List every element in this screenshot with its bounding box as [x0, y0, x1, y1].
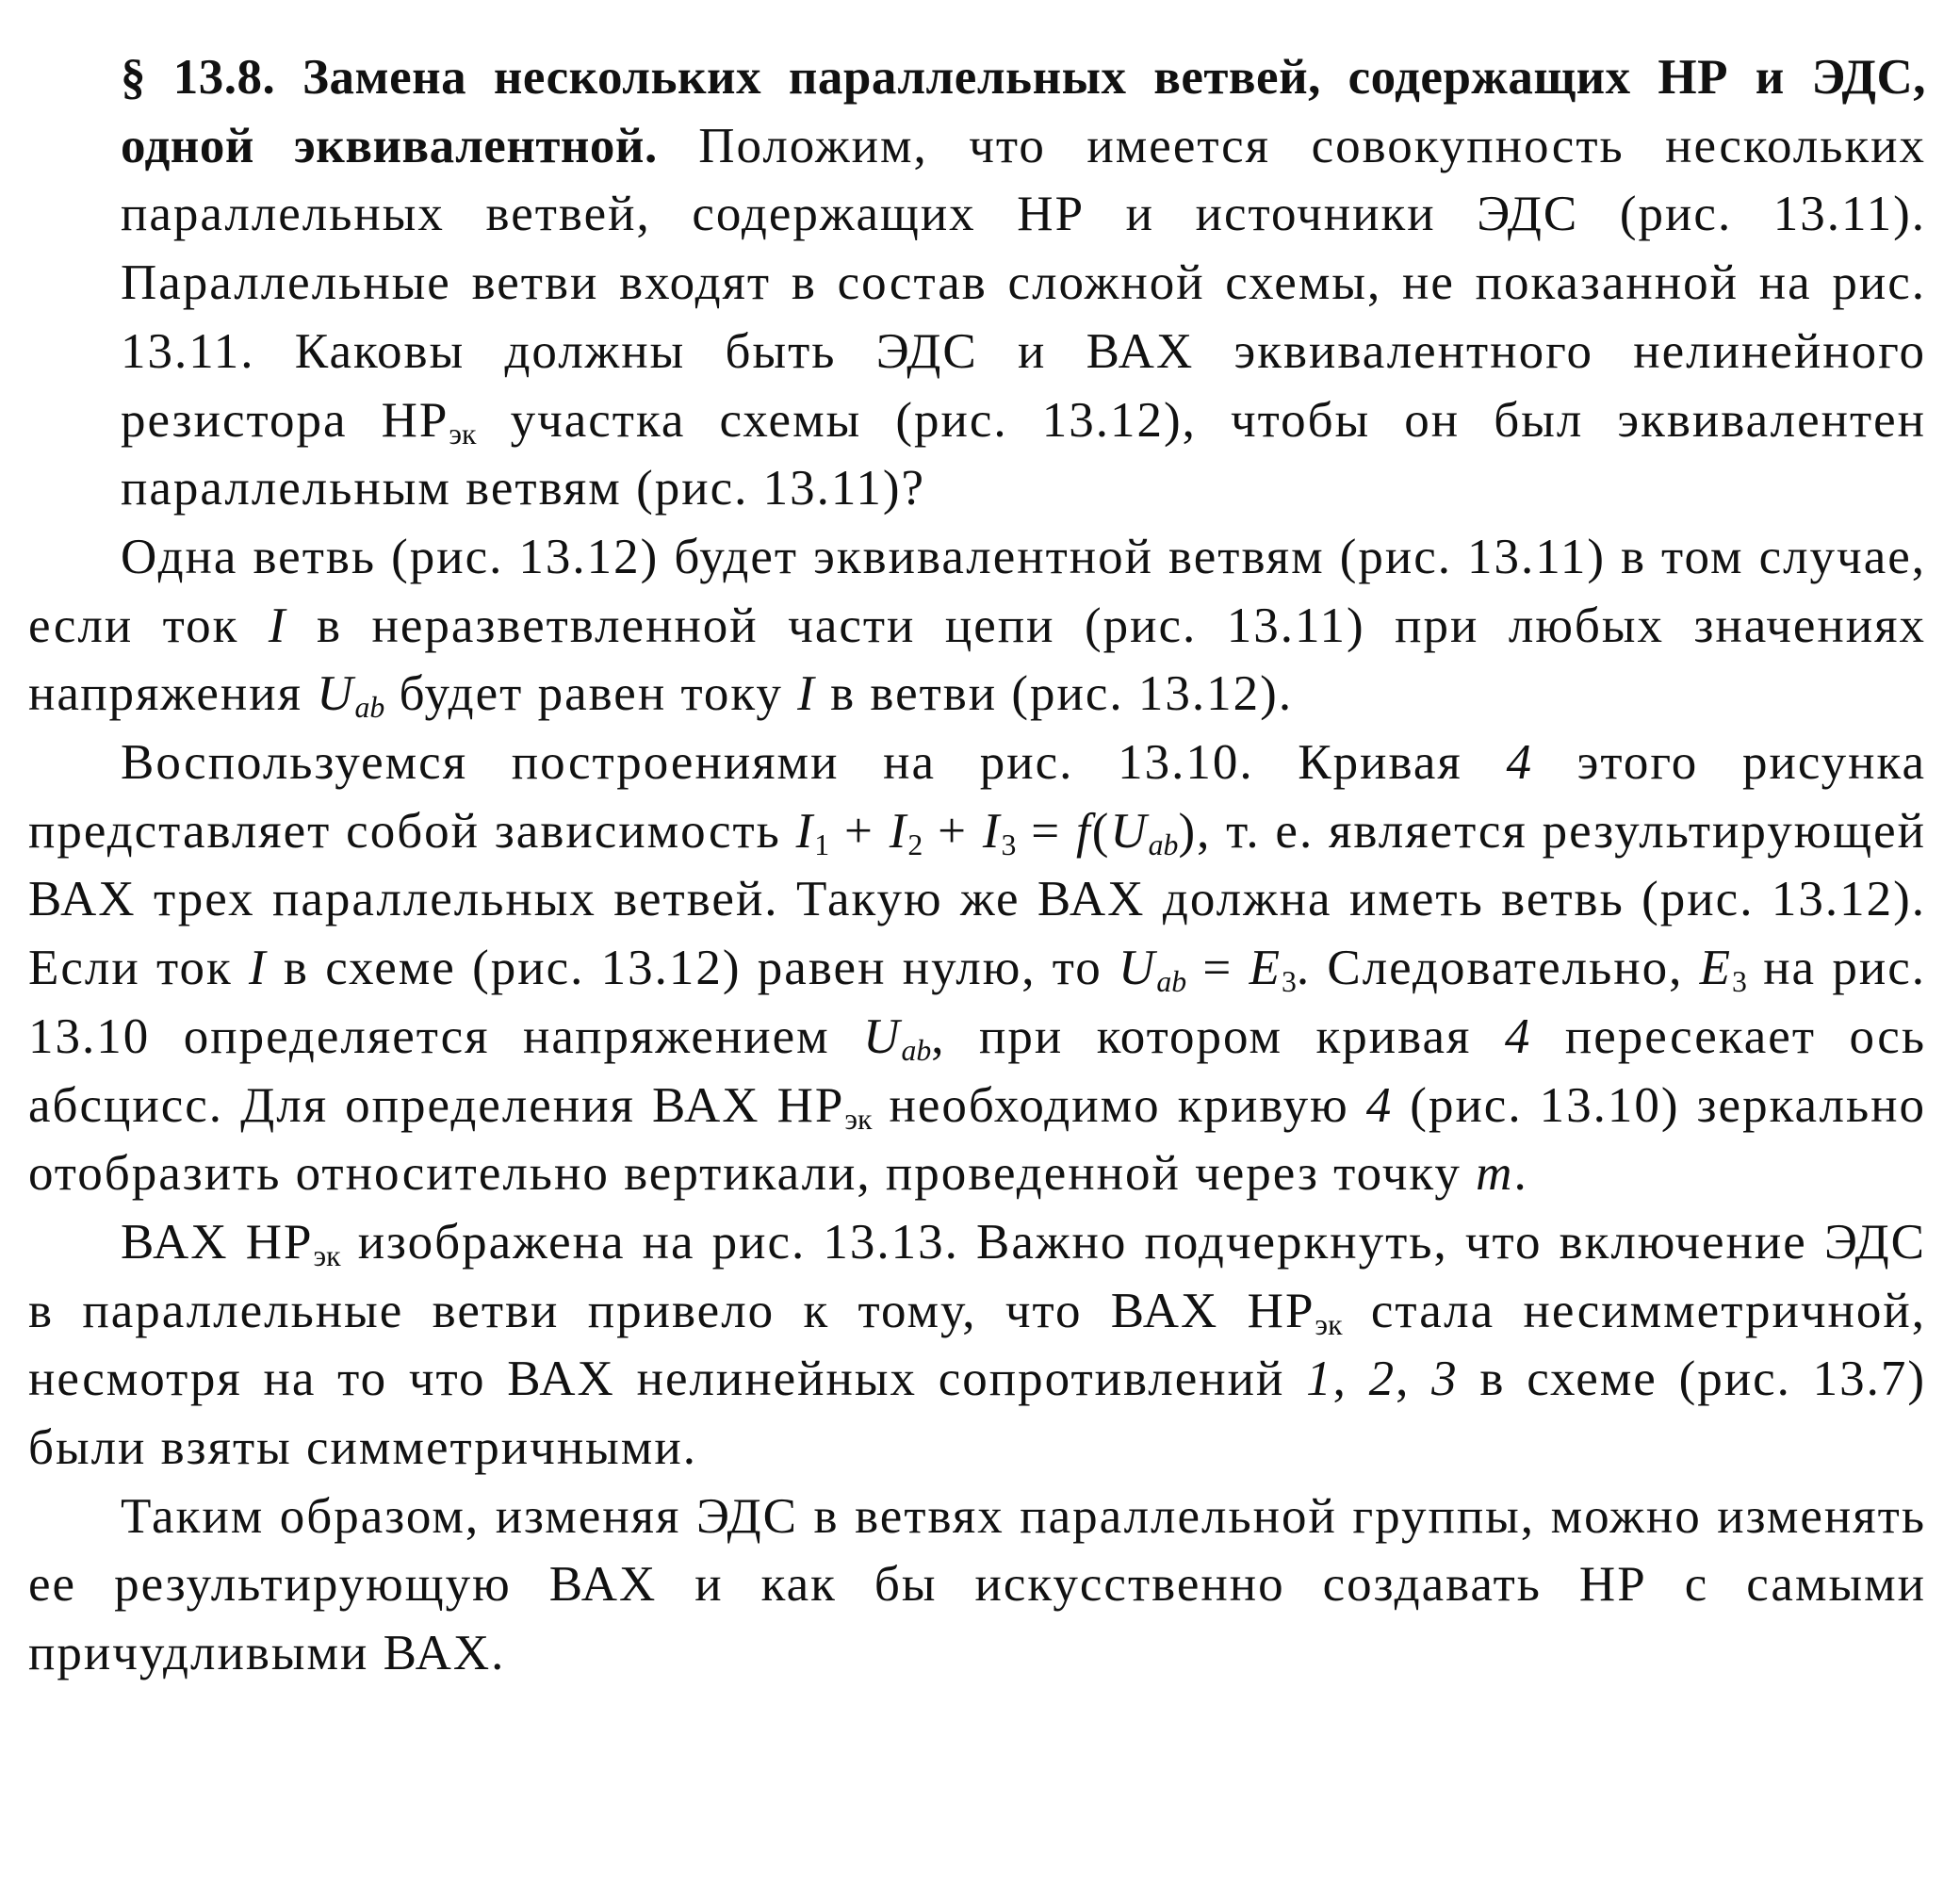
p3-equals: =: [1186, 941, 1250, 996]
formula-u-sub: ab: [1148, 828, 1179, 861]
section-heading: § 13.8. Замена нескольких параллельных ветвей, содержащих НР и ЭДС, одной эквивалентной.: [121, 50, 1926, 173]
p3-var-u-1: U: [1119, 941, 1157, 996]
p3-text-f: на рис. 13.10 определяется напряжением: [28, 941, 1926, 1064]
formula-u: U: [1110, 803, 1149, 859]
p4-comma-1: ,: [1332, 1352, 1369, 1407]
p2-var-i-2: I: [797, 666, 816, 722]
p4-num-1: 1: [1306, 1352, 1333, 1407]
p3-curve-label-1: 4: [1506, 735, 1533, 791]
p2-text-b: в неразветвленной части цепи (рис. 13.11) при любых значениях напряжения: [28, 598, 1926, 722]
p3-curve-label-2: 4: [1504, 1008, 1532, 1064]
p3-text-c: , т. е. является результирующей ВАХ трех параллельных ветвей. Такую же ВАХ должна иметь ветвь (рис. 13.12). Если ток: [28, 803, 1927, 996]
p2-text-c: будет равен току: [384, 666, 798, 722]
p4-comma-2: ,: [1396, 1352, 1432, 1407]
formula-sub-2: 2: [907, 828, 923, 861]
p2-var-u: U: [317, 666, 355, 722]
p1-text-a: Положим, что имеется совокупность нескольких параллельных ветвей, содержащих НР и источники ЭДС (рис. 13.11). Параллельные ветви входят в состав сложной схемы, не показанной на рис. 13.11. Каковы должны быть ЭДС и ВАХ эквивалентного нелинейного резистора НР: [121, 118, 1927, 448]
p1-subscript: эк: [449, 417, 477, 451]
p3-text-d: в схеме (рис. 13.12) равен нулю, то: [267, 941, 1119, 996]
p4-text-c: стала несимметричной, несмотря на то что ВАХ нелинейных сопротивлений: [28, 1283, 1926, 1407]
document-page: [28, 43, 1926, 1688]
p3-text-g: , при котором кривая: [931, 1008, 1505, 1064]
p4-subscript-2: эк: [1315, 1307, 1343, 1341]
p3-text-e: . Следовательно,: [1296, 941, 1700, 996]
p3-var-u-1-sub: ab: [1156, 965, 1187, 999]
p3-text-k: .: [1513, 1146, 1528, 1202]
p3-var-e-2-sub: 3: [1732, 965, 1747, 999]
p4-text-b: изображена на рис. 13.13. Важно подчеркнуть, что включение ЭДС в параллельные ветви привело к тому, что ВАХ НР: [28, 1214, 1926, 1338]
paragraph-3: [28, 729, 1926, 1208]
p3-var-u-2-sub: ab: [901, 1033, 932, 1067]
p3-text-i: необходимо кривую: [872, 1077, 1366, 1133]
p3-var-i: I: [248, 941, 268, 996]
p3-text-a: Воспользуемся построениями на рис. 13.10. Кривая: [121, 735, 1507, 791]
p3-hr-subscript: эк: [844, 1102, 873, 1136]
p3-text-j: (рис. 13.10) зеркально отобразить относительно вертикали, проведенной через точку: [28, 1077, 1926, 1202]
p1-text-b: участка схемы (рис. 13.12), чтобы он был эквивалентен параллельным ветвям (рис. 13.11)?: [121, 392, 1927, 516]
p2-var-u-sub: ab: [354, 691, 385, 725]
p4-num-3: 3: [1431, 1352, 1459, 1407]
formula-sub-1: 1: [814, 828, 830, 861]
paragraph-4: [28, 1208, 1926, 1483]
p3-var-e-2: E: [1699, 941, 1733, 996]
p2-text-d: в ветви (рис. 13.12).: [815, 666, 1294, 722]
p4-text-d: в схеме (рис. 13.7) были взяты симметричными.: [28, 1352, 1927, 1476]
formula-sub-3: 3: [1001, 828, 1017, 861]
p3-var-u-2: U: [863, 1008, 902, 1064]
p3-point-m: m: [1476, 1146, 1514, 1202]
p3-var-e-1-sub: 3: [1281, 965, 1297, 999]
formula-i3: I: [982, 803, 1002, 859]
p3-formula: [796, 804, 1197, 859]
p4-num-2: 2: [1368, 1352, 1396, 1407]
paragraph-2: [28, 523, 1926, 729]
formula-close-paren: ): [1178, 803, 1198, 859]
formula-i1: I: [795, 803, 815, 859]
p3-text-b: этого рисунка представляет собой зависимость: [28, 735, 1926, 859]
p3-curve-label-3: 4: [1365, 1077, 1394, 1133]
p2-var-i-1: I: [268, 598, 287, 653]
p2-text-a: Одна ветвь (рис. 13.12) будет эквивалентной ветвям (рис. 13.11) в том случае, если ток: [28, 529, 1926, 653]
p4-text-a: ВАХ НР: [121, 1214, 314, 1270]
formula-f: f: [1075, 803, 1092, 859]
formula-plus-1: +: [829, 803, 890, 859]
formula-plus-2: +: [923, 803, 983, 859]
formula-equals: =: [1016, 803, 1076, 859]
p4-subscript-1: эк: [313, 1238, 341, 1272]
formula-i2: I: [889, 803, 908, 859]
paragraph-1: [28, 43, 1926, 523]
paragraph-5: Таким образом, изменяя ЭДС в ветвях параллельной группы, можно изменять ее результирующую ВАХ и как бы искусственно создавать НР с самыми причудливыми ВАХ.: [28, 1488, 1926, 1681]
p3-text-h: пересекает ось абсцисс. Для определения ВАХ НР: [28, 1008, 1926, 1133]
formula-open-paren: (: [1091, 803, 1111, 859]
p3-var-e-1: E: [1249, 941, 1282, 996]
